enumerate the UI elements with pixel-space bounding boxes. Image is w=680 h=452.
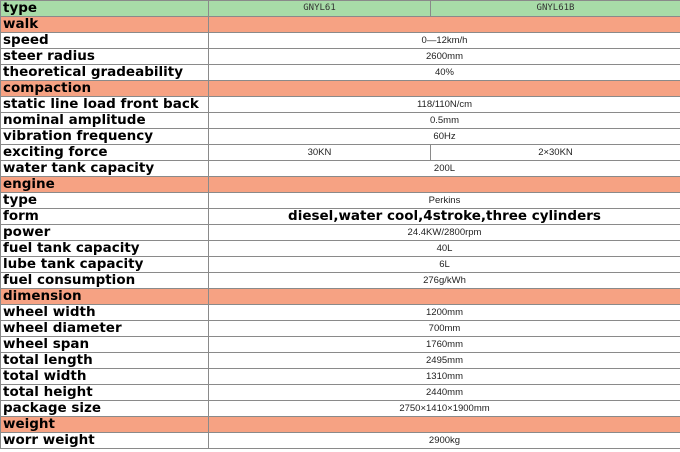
table-row: [1, 337, 680, 353]
section-title-walk: walk: [1, 17, 209, 33]
row-value: 1310mm: [209, 369, 680, 385]
model-gnyl61: GNYL61: [209, 1, 431, 17]
row-value: diesel,water cool,4stroke,three cylinders: [209, 209, 680, 225]
section-title-weight: weight: [1, 417, 209, 433]
row-label: wheel span: [1, 337, 209, 353]
section-row: [1, 177, 680, 193]
row-label: wheel width: [1, 305, 209, 321]
row-value: 1760mm: [209, 337, 680, 353]
section-row: [1, 17, 680, 33]
section-fill: [209, 17, 680, 33]
row-value: 40%: [209, 65, 680, 81]
row-label: water tank capacity: [1, 161, 209, 177]
table-row: [1, 113, 680, 129]
row-value: 2440mm: [209, 385, 680, 401]
row-value: 60Hz: [209, 129, 680, 145]
table-row: [1, 33, 680, 49]
row-value: Perkins: [209, 193, 680, 209]
section-title-engine: engine: [1, 177, 209, 193]
table-row: [1, 273, 680, 289]
header-label: type: [1, 1, 209, 17]
row-value: 2900kg: [209, 433, 680, 449]
section-row: [1, 417, 680, 433]
section-fill: [209, 177, 680, 193]
row-label: theoretical gradeability: [1, 65, 209, 81]
table-row: [1, 97, 680, 113]
table-row: [1, 161, 680, 177]
table-row: [1, 321, 680, 337]
row-label: total length: [1, 353, 209, 369]
row-label: vibration frequency: [1, 129, 209, 145]
section-title-compaction: compaction: [1, 81, 209, 97]
row-label: wheel diameter: [1, 321, 209, 337]
row-label: nominal amplitude: [1, 113, 209, 129]
row-value: 118/110N/cm: [209, 97, 680, 113]
row-value: 1200mm: [209, 305, 680, 321]
row-label: worr weight: [1, 433, 209, 449]
row-label: exciting force: [1, 145, 209, 161]
header-row: [1, 1, 680, 17]
table-row: [1, 241, 680, 257]
row-value: 200L: [209, 161, 680, 177]
row-label: total width: [1, 369, 209, 385]
table-row: [1, 369, 680, 385]
row-value: 0.5mm: [209, 113, 680, 129]
table-row: [1, 145, 680, 161]
row-label: steer radius: [1, 49, 209, 65]
table-row: [1, 353, 680, 369]
row-value: 700mm: [209, 321, 680, 337]
section-fill: [209, 81, 680, 97]
row-value-gnyl61b: 2×30KN: [431, 145, 680, 161]
row-value: 276g/kWh: [209, 273, 680, 289]
row-value: 40L: [209, 241, 680, 257]
table-row: [1, 257, 680, 273]
row-label: static line load front back: [1, 97, 209, 113]
section-title-dimension: dimension: [1, 289, 209, 305]
row-value: 2750×1410×1900mm: [209, 401, 680, 417]
section-fill: [209, 289, 680, 305]
row-value: 2600mm: [209, 49, 680, 65]
section-row: [1, 81, 680, 97]
row-value: 2495mm: [209, 353, 680, 369]
row-label: power: [1, 225, 209, 241]
row-label: package size: [1, 401, 209, 417]
table-row: [1, 49, 680, 65]
row-label: type: [1, 193, 209, 209]
row-label: total height: [1, 385, 209, 401]
table-row: [1, 193, 680, 209]
section-fill: [209, 417, 680, 433]
table-row: [1, 129, 680, 145]
table-row: [1, 65, 680, 81]
table-row: [1, 401, 680, 417]
row-value: 24.4KW/2800rpm: [209, 225, 680, 241]
table-row: [1, 209, 680, 225]
row-value: 0—12km/h: [209, 33, 680, 49]
section-row: [1, 289, 680, 305]
row-label: lube tank capacity: [1, 257, 209, 273]
row-label: fuel consumption: [1, 273, 209, 289]
row-value-gnyl61: 30KN: [209, 145, 431, 161]
row-value: 6L: [209, 257, 680, 273]
table-row: [1, 433, 680, 449]
table-row: [1, 305, 680, 321]
table-row: [1, 225, 680, 241]
row-label: form: [1, 209, 209, 225]
model-gnyl61b: GNYL61B: [431, 1, 680, 17]
row-label: speed: [1, 33, 209, 49]
table-row: [1, 385, 680, 401]
row-label: fuel tank capacity: [1, 241, 209, 257]
